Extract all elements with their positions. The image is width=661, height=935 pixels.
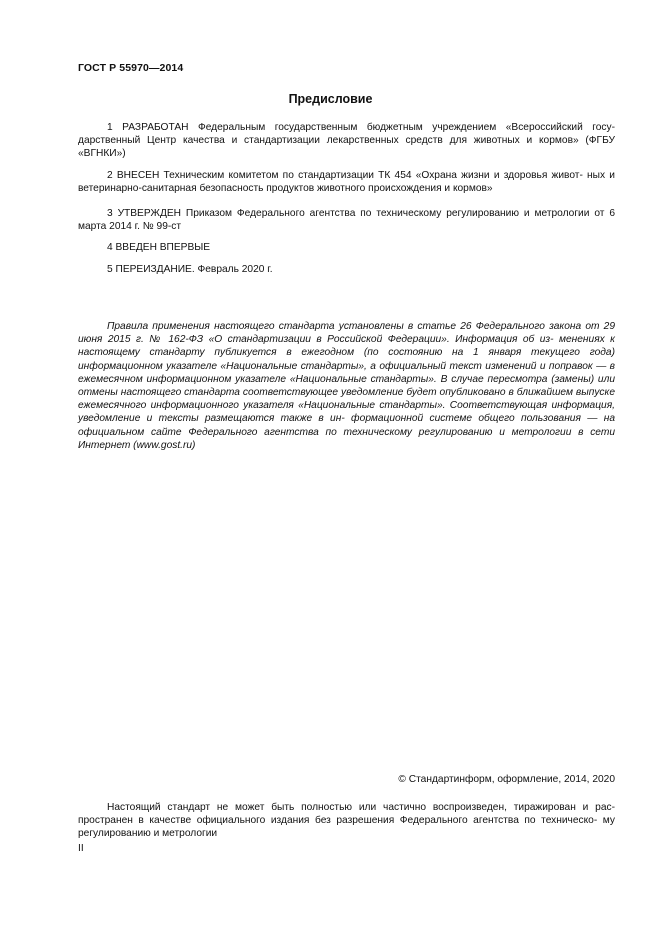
page-number: II xyxy=(78,843,84,854)
rules-note-text: Правила применения настоящего стандарта установлены в статье 26 Федерального закона от 29 июня 2015 г. № 162-ФЗ «О стандартизации в Российской Федерации». Информация об из- менениях к настоящему стандарту публикуется в ежегодном (по состоянию на 1 января текущего года) информационном указателе «Национальные стандарты», а официальный текст изменений и поправок — в ежемесячном информационном указателе «Национальные стандарты». В случае пересмотра (замены) или отмены настоящего стандарта соответствующее уведомление будет опубликовано в ближайшем выпуске ежемесячного информационного указателя «Национальные стандарты». Соответствующая информация, уведомление и тексты размещаются также в ин- формационной системе общего пользования — на официальном сайте Федерального агентства по техническому регулированию и метрологии в сети Интернет (www.gost.ru) xyxy=(78,321,615,451)
rules-note xyxy=(78,320,615,452)
foreword-item-4 xyxy=(78,241,615,254)
foreword-item-1-text: 1 РАЗРАБОТАН Федеральным государственным бюджетным учреждением «Всероссийский госу- дарственный Центр качества и стандартизации лекарственных средств для животных и кормов» (ФГБУ «ВГНКИ») xyxy=(78,122,615,160)
foreword-item-2 xyxy=(78,169,615,195)
copyright-line: © Стандартинформ, оформление, 2014, 2020 xyxy=(398,774,615,785)
foreword-item-5 xyxy=(78,263,615,276)
foreword-item-1 xyxy=(78,121,615,161)
reproduction-notice xyxy=(78,801,615,841)
foreword-item-2-text: 2 ВНЕСЕН Техническим комитетом по стандартизации ТК 454 «Охрана жизни и здоровья живот- ных и ветеринарно-санитарная безопасность продуктов животного происхождения и кормов» xyxy=(78,170,615,195)
page-title: Предисловие xyxy=(288,92,373,106)
foreword-item-3-text: 3 УТВЕРЖДЕН Приказом Федерального агентства по техническому регулированию и метрологии от 6 марта 2014 г. № 99-ст xyxy=(78,208,615,233)
foreword-item-5-text: 5 ПЕРЕИЗДАНИЕ. Февраль 2020 г. xyxy=(107,264,273,275)
foreword-item-4-text: 4 ВВЕДЕН ВПЕРВЫЕ xyxy=(107,242,211,253)
foreword-item-3 xyxy=(78,207,615,233)
reproduction-notice-text: Настоящий стандарт не может быть полностью или частично воспроизведен, тиражирован и рас- пространен в качестве официального издания без разрешения Федерального агентства по техническо- му регулированию и метрологии xyxy=(78,802,615,840)
standard-code: ГОСТ Р 55970—2014 xyxy=(78,62,184,74)
